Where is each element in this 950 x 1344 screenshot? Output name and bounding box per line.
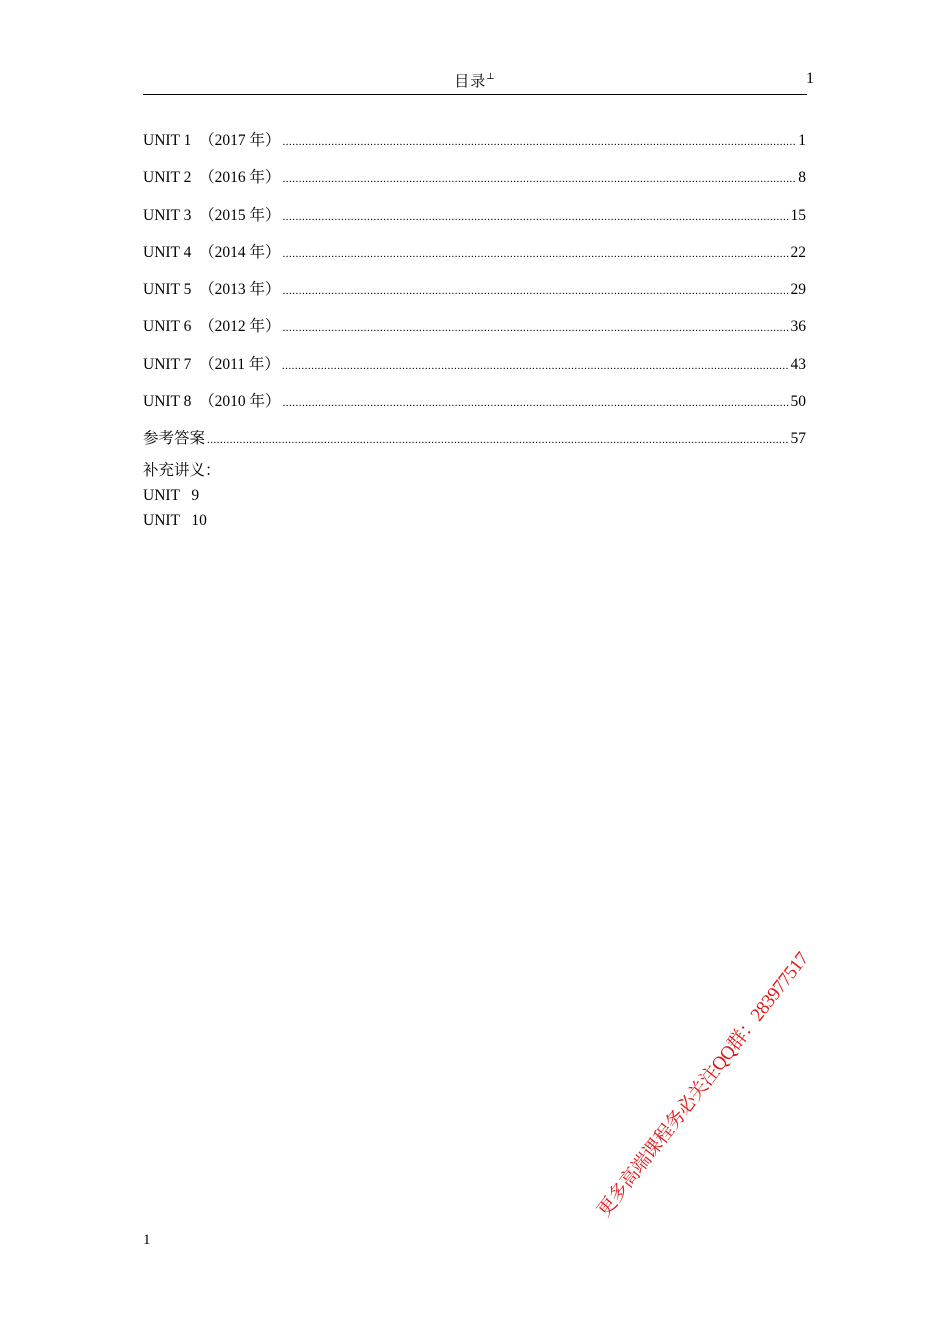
toc-entry-label: UNIT 2 （2016 年） xyxy=(143,169,281,187)
footer-page-number: 1 xyxy=(143,1232,151,1248)
toc-dot-leader xyxy=(283,248,789,260)
header-title-text: 目录 xyxy=(454,74,487,90)
toc-entry-page: 8 xyxy=(798,169,806,187)
toc-entry-page: 1 xyxy=(798,132,806,149)
toc-entry-unit-8[interactable] xyxy=(143,389,806,426)
supplement-item-unit-10: UNIT 10 xyxy=(143,512,207,529)
toc-entry-page: 50 xyxy=(790,393,806,411)
toc-dot-leader xyxy=(283,136,797,148)
toc-entry-label: UNIT 5 （2013 年） xyxy=(143,281,281,299)
toc-entry-unit-6[interactable] xyxy=(143,314,806,351)
watermark-text: 更多高端课程务必关注QQ群：283977517 xyxy=(593,948,814,1222)
supplement-item-unit-9: UNIT 9 xyxy=(143,487,200,504)
toc-entry-label: UNIT 4 （2014 年） xyxy=(143,243,281,261)
toc-entry-unit-7[interactable] xyxy=(143,352,806,389)
header-page-number: 1 xyxy=(806,70,814,87)
toc-entry-unit-4[interactable] xyxy=(143,240,806,277)
toc-entry-answers[interactable] xyxy=(143,426,806,463)
toc-entry-unit-5[interactable] xyxy=(143,277,806,314)
toc-entry-label: UNIT 8 （2010 年） xyxy=(143,393,281,411)
header-title xyxy=(143,70,807,91)
toc-dot-leader xyxy=(283,173,797,185)
toc-dot-leader xyxy=(207,434,788,446)
toc-entry-unit-3[interactable] xyxy=(143,203,806,240)
toc-entry-page: 29 xyxy=(790,281,806,299)
toc-entry-page: 57 xyxy=(790,430,806,448)
toc-dot-leader xyxy=(283,211,789,223)
toc-entry-label: 参考答案 xyxy=(143,430,206,448)
supplement-section xyxy=(143,458,221,533)
supplement-title: 补充讲义： xyxy=(143,462,221,479)
toc-dot-leader xyxy=(283,322,789,334)
toc-entry-label: UNIT 3 （2015 年） xyxy=(143,206,281,224)
toc-dot-leader xyxy=(282,360,789,372)
toc-entry-unit-1[interactable] xyxy=(143,128,806,165)
toc-entry-label: UNIT 7 （2011 年） xyxy=(143,355,280,373)
toc-entry-unit-2[interactable] xyxy=(143,165,806,202)
toc-entry-page: 36 xyxy=(790,318,806,336)
toc-entry-label: UNIT 1 （2017 年） xyxy=(143,132,281,149)
toc-dot-leader xyxy=(283,285,789,297)
header-title-mark: ⊥ xyxy=(486,71,496,81)
toc-entry-label: UNIT 6 （2012 年） xyxy=(143,318,281,336)
page-header xyxy=(143,66,814,95)
toc-entry-page: 43 xyxy=(790,355,806,373)
toc-entry-page: 15 xyxy=(790,206,806,224)
toc-dot-leader xyxy=(283,397,789,409)
table-of-contents xyxy=(143,128,806,464)
toc-entry-page: 22 xyxy=(790,243,806,261)
